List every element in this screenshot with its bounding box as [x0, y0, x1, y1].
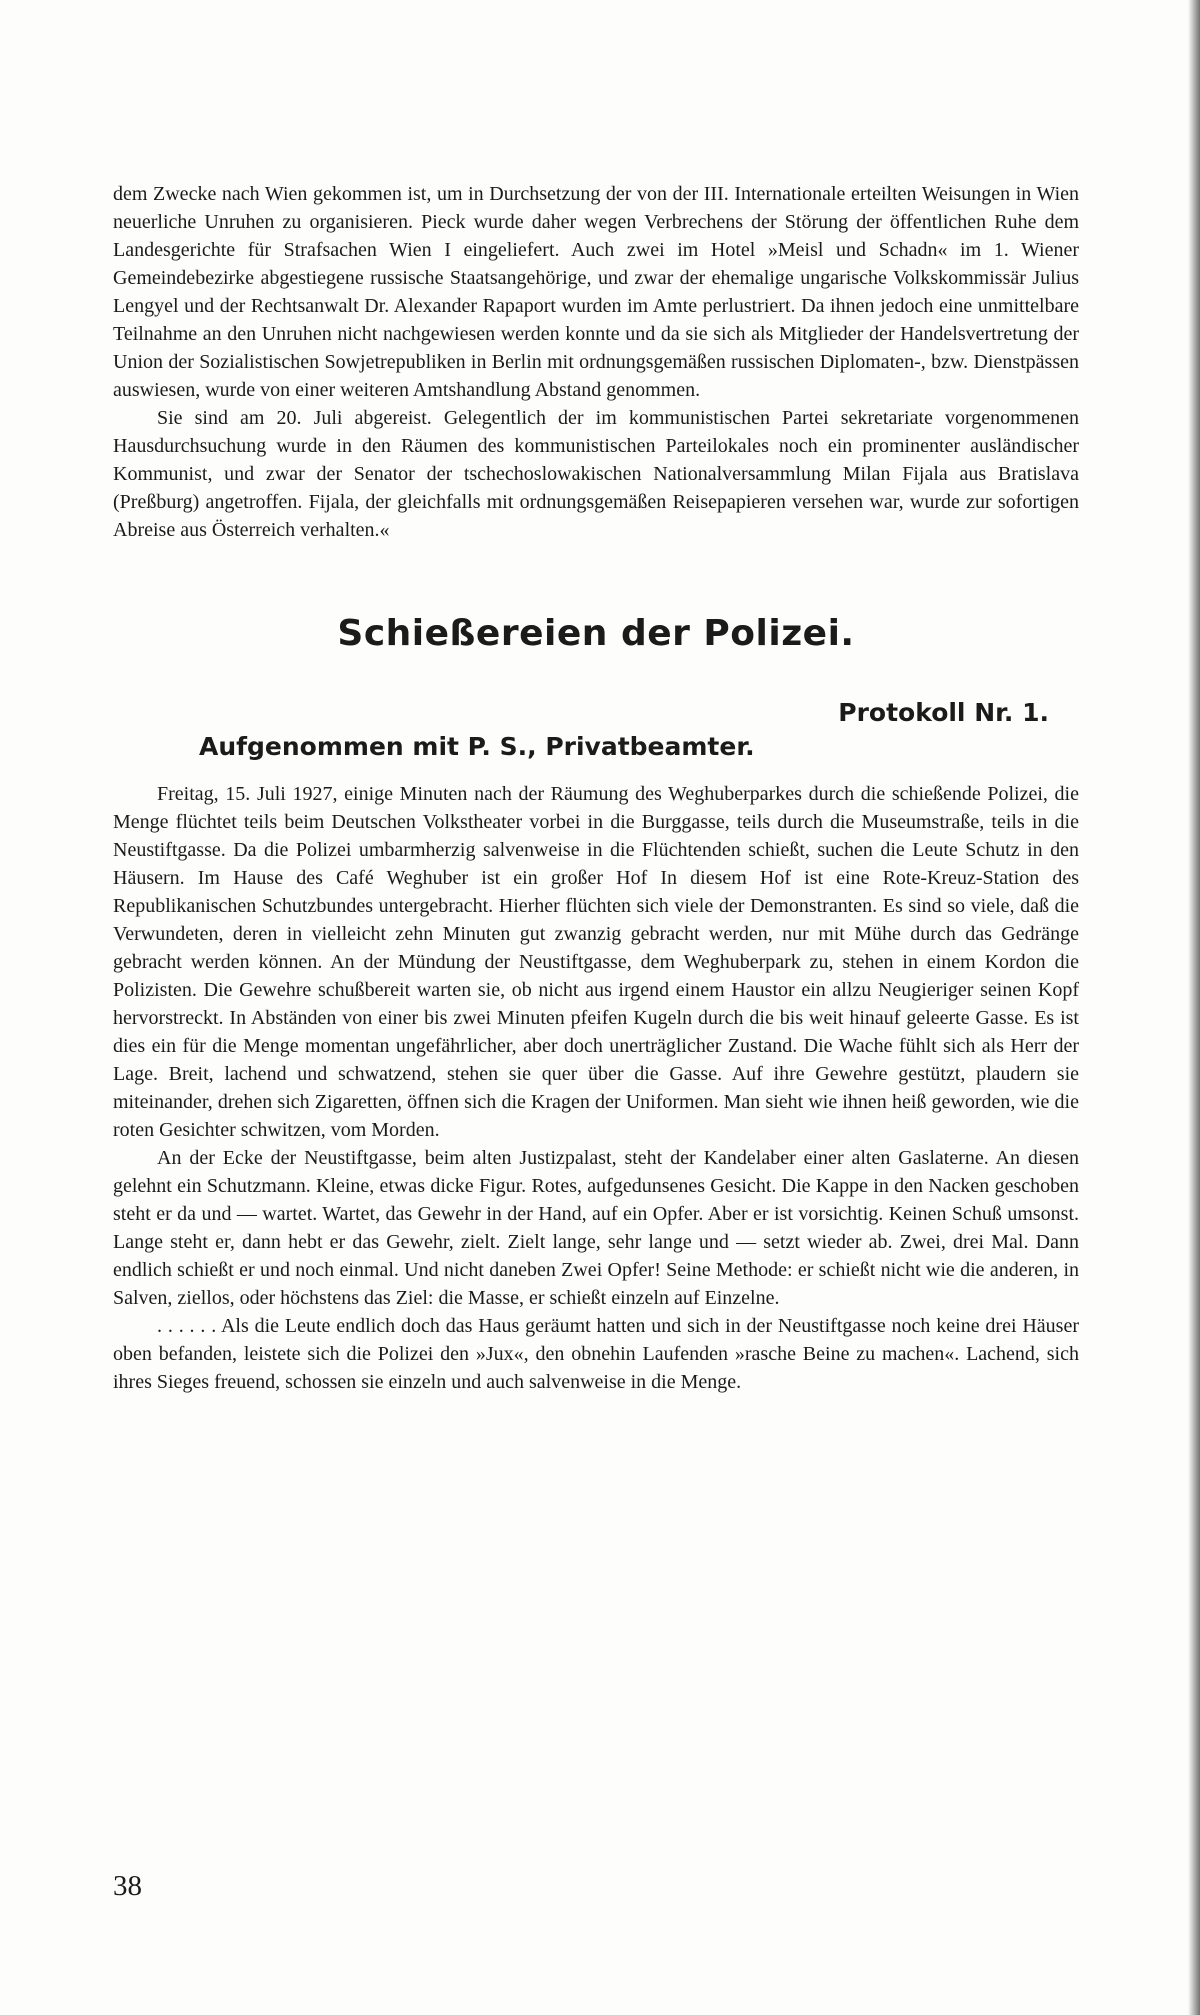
body-paragraph-1: Freitag, 15. Juli 1927, einige Minuten nach der Räumung des Weghuberparkes durch die schießende Polizei, die Menge flüchtet teils beim Deutschen Volkstheater vorbei in die Burggasse, teils durch die Museumstraße, teils in die Neustiftgasse. Da die Polizei umbarmherzig salvenweise in die Flüchtenden schießt, suchen die Leute Schutz in den Häusern. Im Hause des Café Weghuber ist ein großer Hof In diesem Hof ist eine Rote-Kreuz-Station des Republikanischen Schutzbundes untergebracht. Hierher flüchten sich viele der Demonstranten. Es sind so viele, daß die Verwundeten, deren in vielleicht zehn Minuten gut zwanzig gebracht werden, nur mit Mühe durch das Gedränge gebracht werden können. An der Mündung der Neustiftgasse, dem Weghuberpark zu, stehen in einem Kordon die Polizisten. Die Gewehre schußbereit warten sie, ob nicht aus irgend einem Haustor ein allzu Neugieriger seinen Kopf hervorstreckt. In Abständen von einer bis zwei Minuten pfeifen Kugeln durch die bis weit hinauf geleerte Gasse. Es ist dies ein für die Menge momentan ungefährlicher, aber doch unerträglicher Zustand. Die Wache fühlt sich als Herr der Lage. Breit, lachend und schwatzend, stehen sie quer über die Gasse. Auf ihre Gewehre gestützt, plaudern sie miteinander, drehen sich Zigaretten, öffnen sich die Kragen der Uniformen. Man sieht wie ihnen heiß geworden, wie die roten Gesichter schwitzen, vom Morden.	[113, 783, 1079, 1141]
continuation-paragraph-1: dem Zwecke nach Wien gekommen ist, um in Durchsetzung der von der III. Internationale erteilten Weisungen in Wien neuerliche Unruhen zu organisieren. Pieck wurde daher wegen Verbrechens der Störung der öffentlichen Ruhe dem Landesgerichte für Strafsachen Wien I eingeliefert. Auch zwei im Hotel »Meisl und Schadn« im 1. Wiener Gemeindebezirke abgestiegene russische Staatsangehörige, und zwar der ehemalige ungarische Volkskommissär Julius Lengyel und der Rechtsanwalt Dr. Alexander Rapaport wurden im Amte perlustriert. Da ihnen jedoch eine unmittelbare Teilnahme an den Unruhen nicht nachgewiesen werden konnte und da sie sich als Mitglieder der Handelsvertretung der Union der Sozialistischen Sowjetrepubliken in Berlin mit ordnungsgemäßen russischen Diplomaten-, bzw. Dienstpässen auswiesen, wurde von einer weiteren Amtshandlung Abstand genommen.	[113, 183, 1079, 401]
protocol-number: Protokoll Nr. 1.	[838, 698, 1049, 727]
text-column	[113, 180, 1079, 1396]
body-paragraph-3: . . . . . . Als die Leute endlich doch das Haus geräumt hatten und sich in der Neustiftgasse noch keine drei Häuser oben befanden, leistete sich die Polizei den »Jux«, den obnehin Laufenden »rasche Beine zu machen«. Lachend, sich ihres Sieges freuend, schossen sie einzeln und auch salvenweise in die Menge.	[113, 1315, 1079, 1393]
continuation-paragraph-2: Sie sind am 20. Juli abgereist. Gelegentlich der im kommunistischen Partei sekretariate vorgenommenen Hausdurchsuchung wurde in den Räumen des kommunistischen Parteilokales noch ein prominenter ausländischer Kommunist, und zwar der Senator der tschechoslowakischen Nationalversammlung Milan Fijala aus Bratislava (Preßburg) angetroffen. Fijala, der gleichfalls mit ordnungsgemäßen Reisepapieren versehen war, wurde zur sofortigen Abreise aus Österreich verhalten.«	[113, 407, 1079, 541]
protocol-body	[113, 780, 1079, 1396]
page-edge-shadow	[1188, 0, 1200, 2015]
page-number: 38	[113, 1870, 142, 1902]
protocol-subtitle: Aufgenommen mit P. S., Privatbeamter.	[199, 732, 755, 761]
body-paragraph-2: An der Ecke der Neustiftgasse, beim alten Justizpalast, steht der Kandelaber einer alten Gaslaterne. An diesen gelehnt ein Schutzmann. Kleine, etwas dicke Figur. Rotes, aufgedunsenes Gesicht. Die Kappe in den Nacken geschoben steht er da und — wartet. Wartet, das Gewehr in der Hand, auf ein Opfer. Aber er ist vorsichtig. Keinen Schuß umsonst. Lange steht er, dann hebt er das Gewehr, zielt. Zielt lange, sehr lange und — setzt wieder ab. Zwei, drei Mal. Dann endlich schießt er und noch einmal. Und nicht daneben Zwei Opfer! Seine Methode: er schießt nicht wie die anderen, in Salven, ziellos, oder höchstens das Ziel: die Masse, er schießt einzeln auf Einzelne.	[113, 1147, 1079, 1309]
section-heading: Schießereien der Polizei.	[337, 613, 855, 654]
